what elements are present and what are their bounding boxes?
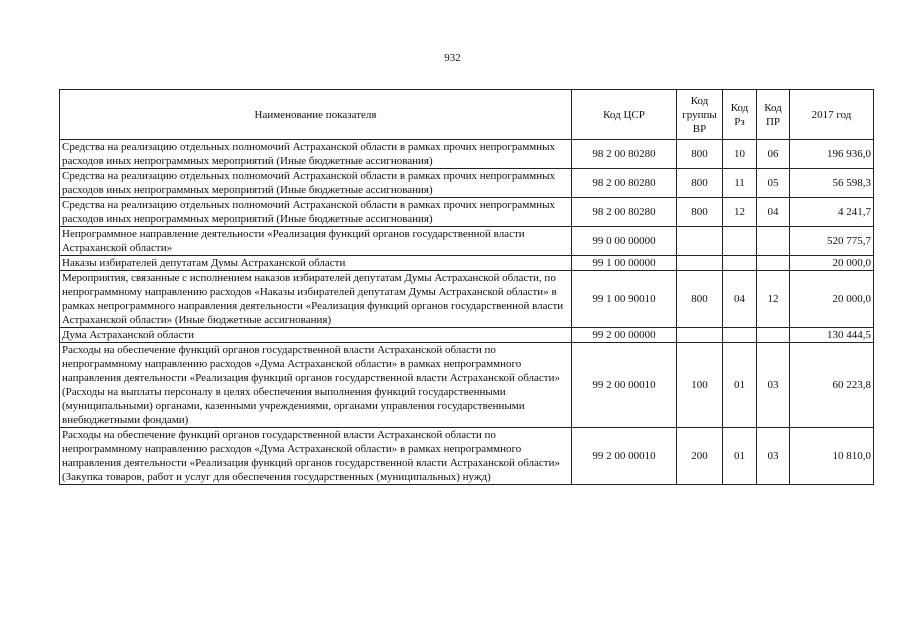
cell-csr: 99 1 00 00000 [572,256,677,271]
cell-rz [723,328,757,343]
cell-name: Мероприятия, связанные с исполнением наказов избирателей депутатам Думы Астраханской области, по непрограммному направлению расходов «Наказы избирателей депутатам Думы Астраханской области» в рамках непрограммного направления деятельности «Реализация функций органов государственной власти Астраханской области» (Иные бюджетные ассигнования) [60,271,572,328]
table-row [60,169,874,198]
cell-pr: 05 [757,169,790,198]
table-row [60,271,874,328]
cell-amount: 20 000,0 [790,256,874,271]
cell-pr: 06 [757,140,790,169]
cell-rz: 01 [723,428,757,485]
cell-name: Расходы на обеспечение функций органов государственной власти Астраханской области по непрограммному направлению расходов «Дума Астраханской области» в рамках непрограммного направления деятельности «Реализация функций органов государственной власти Астраханской области» (Расходы на выплаты персоналу в целях обеспечения выполнения функций государственными (муниципальными) органами, казенными учреждениями, органами управления государственными внебюджетными фондами) [60,343,572,428]
cell-pr [757,256,790,271]
cell-pr [757,328,790,343]
cell-name: Дума Астраханской области [60,328,572,343]
cell-amount: 20 000,0 [790,271,874,328]
table-row [60,140,874,169]
cell-csr: 99 2 00 00000 [572,328,677,343]
cell-pr: 03 [757,428,790,485]
header-rz: Код Рз [723,90,757,140]
table-row [60,328,874,343]
cell-rz [723,256,757,271]
cell-amount: 10 810,0 [790,428,874,485]
cell-csr: 98 2 00 80280 [572,140,677,169]
cell-pr [757,227,790,256]
header-csr: Код ЦСР [572,90,677,140]
header-year: 2017 год [790,90,874,140]
cell-csr: 99 2 00 00010 [572,428,677,485]
cell-amount: 4 241,7 [790,198,874,227]
cell-name: Средства на реализацию отдельных полномочий Астраханской области в рамках прочих непрограммных расходов иных непрограммных мероприятий (Иные бюджетные ассигнования) [60,169,572,198]
header-vr: Код группы ВР [677,90,723,140]
table-row [60,227,874,256]
cell-pr: 12 [757,271,790,328]
cell-amount: 130 444,5 [790,328,874,343]
cell-vr: 200 [677,428,723,485]
page-number: 932 [444,52,461,64]
cell-rz: 12 [723,198,757,227]
cell-csr: 98 2 00 80280 [572,169,677,198]
cell-name: Расходы на обеспечение функций органов государственной власти Астраханской области по непрограммному направлению расходов «Дума Астраханской области» в рамках непрограммного направления деятельности «Реализация функций органов государственной власти Астраханской области» (Закупка товаров, работ и услуг для обеспечения государственных (муниципальных) нужд) [60,428,572,485]
cell-pr: 03 [757,343,790,428]
table-row [60,256,874,271]
table-row [60,198,874,227]
cell-amount: 56 598,3 [790,169,874,198]
header-pr: Код ПР [757,90,790,140]
cell-amount: 520 775,7 [790,227,874,256]
cell-name: Наказы избирателей депутатам Думы Астраханской области [60,256,572,271]
table-row [60,428,874,485]
cell-rz: 01 [723,343,757,428]
cell-vr: 800 [677,271,723,328]
cell-csr: 98 2 00 80280 [572,198,677,227]
cell-rz: 04 [723,271,757,328]
budget-table [59,89,874,485]
cell-vr: 100 [677,343,723,428]
header-row [60,90,874,140]
cell-vr [677,227,723,256]
cell-vr [677,256,723,271]
cell-name: Средства на реализацию отдельных полномочий Астраханской области в рамках прочих непрограммных расходов иных непрограммных мероприятий (Иные бюджетные ассигнования) [60,140,572,169]
header-name: Наименование показателя [60,90,572,140]
cell-rz: 10 [723,140,757,169]
table-row [60,343,874,428]
cell-rz [723,227,757,256]
cell-vr [677,328,723,343]
cell-vr: 800 [677,169,723,198]
cell-name: Непрограммное направление деятельности «Реализация функций органов государственной власти Астраханской области» [60,227,572,256]
cell-name: Средства на реализацию отдельных полномочий Астраханской области в рамках прочих непрограммных расходов иных непрограммных мероприятий (Иные бюджетные ассигнования) [60,198,572,227]
cell-pr: 04 [757,198,790,227]
cell-csr: 99 1 00 90010 [572,271,677,328]
cell-amount: 196 936,0 [790,140,874,169]
cell-amount: 60 223,8 [790,343,874,428]
cell-csr: 99 2 00 00010 [572,343,677,428]
cell-csr: 99 0 00 00000 [572,227,677,256]
cell-rz: 11 [723,169,757,198]
cell-vr: 800 [677,140,723,169]
cell-vr: 800 [677,198,723,227]
